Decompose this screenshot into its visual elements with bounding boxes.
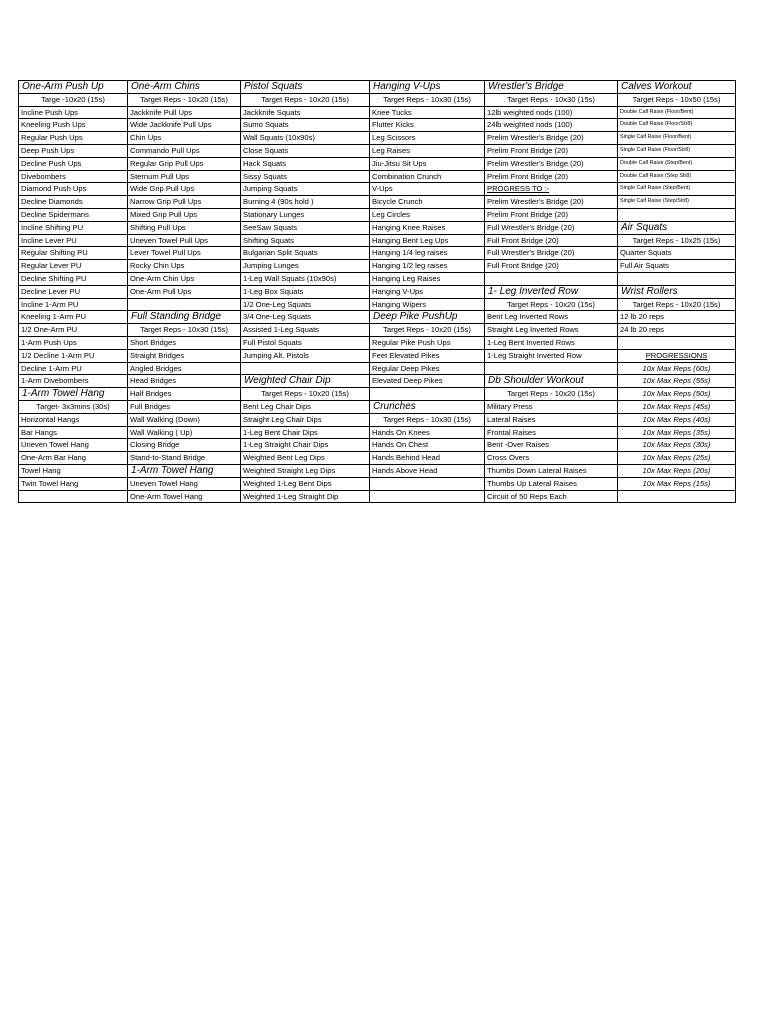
table-cell: Decline Diamonds — [19, 196, 128, 209]
table-cell: Regular Deep Pikes — [370, 362, 485, 375]
table-row — [19, 349, 736, 362]
table-row — [19, 157, 736, 170]
table-cell: Hanging 1/2 leg raises — [370, 260, 485, 273]
table-cell: Full Bridges — [128, 400, 241, 413]
table-cell: Decline Lever PU — [19, 285, 128, 298]
table-cell: Thumbs Up Lateral Raises — [485, 477, 618, 490]
table-cell: 12lb weighted nods (100) — [485, 106, 618, 119]
table-cell: 1-Leg Straight Chair Dips — [241, 439, 370, 452]
table-row — [19, 375, 736, 388]
table-cell: 1/2 One-Leg Squats — [241, 298, 370, 311]
table-cell: Weighted 1-Leg Bent Dips — [241, 477, 370, 490]
table-cell: Uneven Towel Hang — [19, 439, 128, 452]
table-cell: Close Squats — [241, 144, 370, 157]
table-cell: Incline 1-Arm PU — [19, 298, 128, 311]
table-cell: 1- Leg Inverted Row — [485, 285, 618, 298]
table-cell: Hanging V-Ups — [370, 285, 485, 298]
table-cell: Decline 1-Arm PU — [19, 362, 128, 375]
table-row — [19, 272, 736, 285]
table-cell: 24lb weighted nods (100) — [485, 119, 618, 132]
table-cell: Prelim Front Bridge (20) — [485, 208, 618, 221]
table-cell: Bent Leg Chair Dips — [241, 400, 370, 413]
table-cell: Targe -10x20 (15s) — [19, 93, 128, 106]
table-cell: Weighted Chair Dip — [241, 375, 370, 388]
table-cell: Double Calf Raise (Step/Bent) — [618, 157, 736, 170]
table-cell: Jumping Alt. Pistols — [241, 349, 370, 362]
table-cell: Straight Bridges — [128, 349, 241, 362]
table-cell: 1-Arm Push Ups — [19, 336, 128, 349]
table-cell: Decline Spidermans — [19, 208, 128, 221]
table-cell: Quarter Squats — [618, 247, 736, 260]
table-cell: 10x Max Reps (35s) — [618, 426, 736, 439]
table-cell — [485, 362, 618, 375]
table-cell: Jackknife Squats — [241, 106, 370, 119]
table-cell — [618, 490, 736, 503]
table-cell: Target Reps - 10x20 (15s) — [128, 93, 241, 106]
table-cell: 10x Max Reps (45s) — [618, 400, 736, 413]
table-cell: Bent Leg Inverted Rows — [485, 311, 618, 324]
table-cell: Target Reps - 10x20 (15s) — [370, 324, 485, 337]
table-cell: Divebombers — [19, 170, 128, 183]
table-cell: 1-Arm Towel Hang — [128, 464, 241, 477]
table-cell: Hack Squats — [241, 157, 370, 170]
table-cell: Hanging V-Ups — [370, 81, 485, 94]
table-cell — [370, 490, 485, 503]
table-row — [19, 196, 736, 209]
table-cell: One-Arm Push Up — [19, 81, 128, 94]
table-row — [19, 311, 736, 324]
table-cell: Incline Lever PU — [19, 234, 128, 247]
table-cell: 12 lb 20 reps — [618, 311, 736, 324]
table-row — [19, 298, 736, 311]
table-row — [19, 106, 736, 119]
table-cell: Knee Tucks — [370, 106, 485, 119]
table-cell: Leg Raises — [370, 144, 485, 157]
table-cell: Short Bridges — [128, 336, 241, 349]
table-cell: Regular Grip Pull Ups — [128, 157, 241, 170]
table-row — [19, 285, 736, 298]
table-cell: Lateral Raises — [485, 413, 618, 426]
table-cell: Prelim Wrestler's Bridge (20) — [485, 157, 618, 170]
table-cell: Hands On Chest — [370, 439, 485, 452]
table-cell: Regular Lever PU — [19, 260, 128, 273]
table-cell: Wide Jackknife Pull Ups — [128, 119, 241, 132]
table-cell: Wrestler's Bridge — [485, 81, 618, 94]
table-cell: Single Calf Raise (Floor/Str8) — [618, 144, 736, 157]
table-cell: One-Arm Towel Hang — [128, 490, 241, 503]
table-cell: Hanging Wipers — [370, 298, 485, 311]
table-cell: Kneeling Push Ups — [19, 119, 128, 132]
table-cell: Towel Hang — [19, 464, 128, 477]
table-cell: Wall Squats (10x90s) — [241, 132, 370, 145]
table-cell: One-Arm Bar Hang — [19, 452, 128, 465]
table-cell: Half Bridges — [128, 388, 241, 401]
table-cell — [618, 272, 736, 285]
table-cell: 10x Max Reps (15s) — [618, 477, 736, 490]
table-cell: Jiu-Jitsu Sit Ups — [370, 157, 485, 170]
table-cell: Feet Elevated Pikes — [370, 349, 485, 362]
table-cell: 1-Leg Box Squats — [241, 285, 370, 298]
table-cell: Weighted Bent Leg Dips — [241, 452, 370, 465]
table-cell: 1-Arm Divebombers — [19, 375, 128, 388]
table-cell: Lever Towel Pull Ups — [128, 247, 241, 260]
table-cell: Horizontal Hangs — [19, 413, 128, 426]
table-cell: Full Air Squats — [618, 260, 736, 273]
table-cell: Hands Above Head — [370, 464, 485, 477]
table-cell — [370, 388, 485, 401]
table-cell: Leg Circles — [370, 208, 485, 221]
table-row — [19, 477, 736, 490]
table-row — [19, 93, 736, 106]
table-cell: Weighted 1-Leg Straight Dip — [241, 490, 370, 503]
table-cell: Twin Towel Hang — [19, 477, 128, 490]
table-cell: Bicycle Crunch — [370, 196, 485, 209]
table-cell: Flutter Kicks — [370, 119, 485, 132]
table-cell: Air Squats — [618, 221, 736, 234]
table-cell: 3/4 One-Leg Squats — [241, 311, 370, 324]
table-row — [19, 413, 736, 426]
table-cell: Wrist Rollers — [618, 285, 736, 298]
table-cell — [618, 208, 736, 221]
table-cell: Incline Shifting PU — [19, 221, 128, 234]
table-cell: Calves Workout — [618, 81, 736, 94]
table-cell: Single Calf Raise (Step/Bent) — [618, 183, 736, 196]
table-row — [19, 208, 736, 221]
table-cell: Prelim Wrestler's Bridge (20) — [485, 132, 618, 145]
table-cell: Closing Bridge — [128, 439, 241, 452]
table-row — [19, 119, 736, 132]
table-cell: Head Bridges — [128, 375, 241, 388]
table-cell: Target Reps - 10x30 (15s) — [128, 324, 241, 337]
table-cell — [241, 362, 370, 375]
table-cell: Weighted Straight Leg Dips — [241, 464, 370, 477]
table-cell: 24 lb 20 reps — [618, 324, 736, 337]
table-cell: PROGRESS TO :- — [485, 183, 618, 196]
table-cell: Diamond Push Ups — [19, 183, 128, 196]
table-cell: 1-Arm Towel Hang — [19, 388, 128, 401]
table-row — [19, 400, 736, 413]
table-cell: Prelim Wrestler's Bridge (20) — [485, 196, 618, 209]
workout-table — [18, 80, 736, 503]
table-cell: Target Reps - 10x30 (15s) — [370, 413, 485, 426]
table-cell: Mixed Grip Pull Ups — [128, 208, 241, 221]
table-cell: 1-Leg Bent Inverted Rows — [485, 336, 618, 349]
table-cell: Stationary Lunges — [241, 208, 370, 221]
table-cell: Target Reps - 10x20 (15s) — [241, 388, 370, 401]
table-cell: Target Reps - 10x30 (15s) — [485, 93, 618, 106]
table-cell: Decline Shifting PU — [19, 272, 128, 285]
table-row — [19, 426, 736, 439]
table-row — [19, 81, 736, 94]
table-cell: Leg Scissors — [370, 132, 485, 145]
table-row — [19, 464, 736, 477]
table-cell: Wide Grip Pull Ups — [128, 183, 241, 196]
table-cell: Full Pistol Squats — [241, 336, 370, 349]
table-row — [19, 183, 736, 196]
table-cell: 1-Leg Bent Chair Dips — [241, 426, 370, 439]
table-cell: Target Reps - 10x20 (15s) — [485, 298, 618, 311]
table-cell: Incline Push Ups — [19, 106, 128, 119]
table-cell: Jackknife Pull Ups — [128, 106, 241, 119]
table-cell: Hanging Leg Raises — [370, 272, 485, 285]
table-cell: Kneeling 1-Arm PU — [19, 311, 128, 324]
table-cell: Bar Hangs — [19, 426, 128, 439]
table-cell: Pistol Squats — [241, 81, 370, 94]
table-cell: Target Reps - 10x30 (15s) — [370, 93, 485, 106]
table-cell: 10x Max Reps (40s) — [618, 413, 736, 426]
table-row — [19, 247, 736, 260]
table-cell: Db Shoulder Workout — [485, 375, 618, 388]
table-cell: Hands Behind Head — [370, 452, 485, 465]
table-cell: PROGRESSIONS — [618, 349, 736, 362]
table-row — [19, 132, 736, 145]
table-cell: Deep Push Ups — [19, 144, 128, 157]
table-row — [19, 336, 736, 349]
table-cell: Military Press — [485, 400, 618, 413]
table-cell: Target Reps - 10x20 (15s) — [241, 93, 370, 106]
table-cell: Target Reps - 10x25 (15s) — [618, 234, 736, 247]
table-row — [19, 170, 736, 183]
table-cell: Single Calf Raise (Step/Str8) — [618, 196, 736, 209]
table-cell — [19, 490, 128, 503]
table-cell: Rocky Chin Ups — [128, 260, 241, 273]
table-cell: Elevated Deep Pikes — [370, 375, 485, 388]
table-cell: Uneven Towel Pull Ups — [128, 234, 241, 247]
table-cell: Chin Ups — [128, 132, 241, 145]
table-cell: Full Front Bridge (20) — [485, 260, 618, 273]
table-cell: 10x Max Reps (55s) — [618, 375, 736, 388]
table-cell: Sissy Squats — [241, 170, 370, 183]
table-cell: Hands On Knees — [370, 426, 485, 439]
table-cell: Crunches — [370, 400, 485, 413]
table-cell: Jumping Lunges — [241, 260, 370, 273]
table-cell: Wall Walking ( Up) — [128, 426, 241, 439]
table-cell: Bulgarian Split Squats — [241, 247, 370, 260]
table-cell: Target Reps - 10x50 (15s) — [618, 93, 736, 106]
table-cell: Target Reps - 10x20 (15s) — [618, 298, 736, 311]
table-cell: Prelim Front Bridge (20) — [485, 144, 618, 157]
table-row — [19, 452, 736, 465]
table-cell: Sternum Pull Ups — [128, 170, 241, 183]
table-cell: 1-Leg Wall Squats (10x90s) — [241, 272, 370, 285]
table-cell: 10x Max Reps (25s) — [618, 452, 736, 465]
table-row — [19, 260, 736, 273]
table-cell: Straight Leg Inverted Rows — [485, 324, 618, 337]
table-cell: Stand-to-Stand Bridge — [128, 452, 241, 465]
table-cell: 10x Max Reps (20s) — [618, 464, 736, 477]
table-cell: Frontal Raises — [485, 426, 618, 439]
table-cell: 10x Max Reps (50s) — [618, 388, 736, 401]
table-cell: Assisted 1-Leg Squats — [241, 324, 370, 337]
table-cell: Straight Leg Chair Dips — [241, 413, 370, 426]
table-cell: Shifting Squats — [241, 234, 370, 247]
table-cell: One-Arm Pull Ups — [128, 285, 241, 298]
table-cell: Target Reps - 10x20 (15s) — [485, 388, 618, 401]
table-cell: 1/2 One-Arm PU — [19, 324, 128, 337]
table-cell: Double Calf Raise (Floor/Str8) — [618, 119, 736, 132]
table-cell: Hanging 1/4 leg raises — [370, 247, 485, 260]
table-row — [19, 324, 736, 337]
table-row — [19, 234, 736, 247]
table-cell: 1-Leg Straight Inverted Row — [485, 349, 618, 362]
table-cell — [485, 272, 618, 285]
table-cell: Single Calf Raise (Floor/Bent) — [618, 132, 736, 145]
table-cell: Target- 3x3mins (30s) — [19, 400, 128, 413]
table-cell: Regular Pike Push Ups — [370, 336, 485, 349]
table-cell: Hanging Bent Leg Ups — [370, 234, 485, 247]
table-cell — [128, 298, 241, 311]
table-cell: Full Wrestler's Bridge (20) — [485, 221, 618, 234]
table-cell: SeeSaw Squats — [241, 221, 370, 234]
table-cell: Commando Pull Ups — [128, 144, 241, 157]
table-row — [19, 144, 736, 157]
table-cell: Hanging Knee Raises — [370, 221, 485, 234]
table-cell: Decline Push Ups — [19, 157, 128, 170]
table-cell: Full Standing Bridge — [128, 311, 241, 324]
table-cell: Double Calf Raise (Step Str8) — [618, 170, 736, 183]
table-cell: Regular Shifting PU — [19, 247, 128, 260]
table-cell: Double Calf Raise (Floor/Bent) — [618, 106, 736, 119]
table-row — [19, 362, 736, 375]
table-cell: Regular Push Ups — [19, 132, 128, 145]
table-cell: Bent -Over Raises — [485, 439, 618, 452]
table-row — [19, 439, 736, 452]
table-cell: V-Ups — [370, 183, 485, 196]
table-cell: Cross Overs — [485, 452, 618, 465]
table-cell: Jumping Squats — [241, 183, 370, 196]
table-cell: Thumbs Down Lateral Raises — [485, 464, 618, 477]
table-cell: Combination Crunch — [370, 170, 485, 183]
table-cell: 10x Max Reps (60s) — [618, 362, 736, 375]
table-cell — [370, 477, 485, 490]
table-row — [19, 490, 736, 503]
table-cell: Sumo Squats — [241, 119, 370, 132]
table-cell: Wall Walking (Down) — [128, 413, 241, 426]
table-cell: One-Arm Chins — [128, 81, 241, 94]
table-cell: One-Arm Chin Ups — [128, 272, 241, 285]
table-cell: Narrow Grip Pull Ups — [128, 196, 241, 209]
table-cell: Prelim Front Bridge (20) — [485, 170, 618, 183]
table-cell: Burning 4 (90s hold ) — [241, 196, 370, 209]
table-cell — [618, 336, 736, 349]
table-cell: Angled Bridges — [128, 362, 241, 375]
table-cell: Full Front Bridge (20) — [485, 234, 618, 247]
table-cell: Full Wrestler's Bridge (20) — [485, 247, 618, 260]
table-cell: 10x Max Reps (30s) — [618, 439, 736, 452]
table-cell: 1/2 Decline 1-Arm PU — [19, 349, 128, 362]
table-row — [19, 221, 736, 234]
table-row — [19, 388, 736, 401]
table-cell: Uneven Towel Hang — [128, 477, 241, 490]
table-cell: Circuit of 50 Reps Each — [485, 490, 618, 503]
table-cell: Deep Pike PushUp — [370, 311, 485, 324]
table-cell: Shifting Pull Ups — [128, 221, 241, 234]
